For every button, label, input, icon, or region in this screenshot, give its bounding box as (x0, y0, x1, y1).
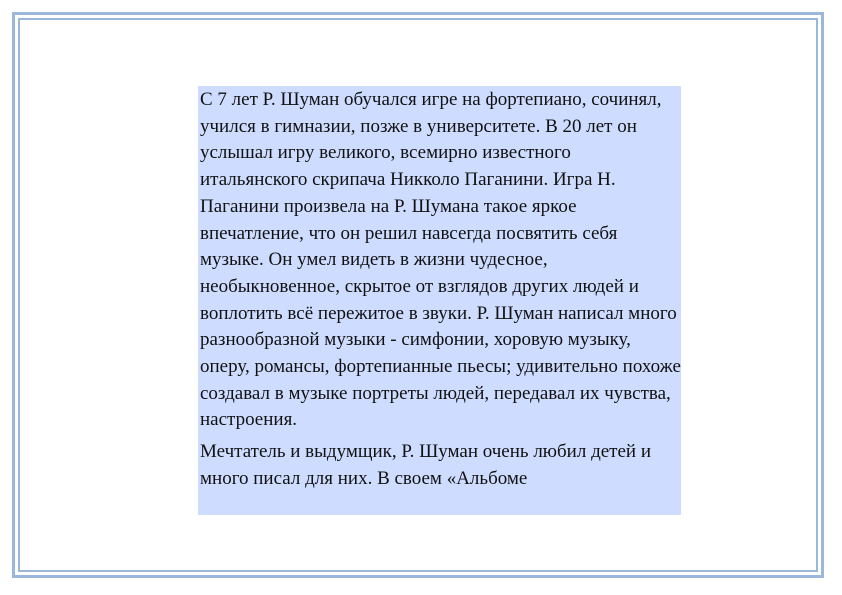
paragraph-children-music: Мечтатель и выдумщик, Р. Шуман очень любил детей и много писал для них. В своем «Альбоме (200, 441, 651, 489)
text-box (198, 86, 681, 515)
paragraph-biography: С 7 лет Р. Шуман обучался игре на фортепиано, сочинял, учился в гимназии, позже в университете. В 20 лет он услышал игру великого, всемирно известного итальянского скрипача Никколо Паганини. Игра Н. Паганини произвела на Р. Шумана такое яркое впечатление, что он решил навсегда посвятить себя музыке. Он умел видеть в жизни чудесное, необыкновенное, скрытое от взглядов других людей и воплотить всё пережитое в звуки. Р. Шуман написал много разнообразной музыки - симфонии, хоровую музыку, оперу, романсы, фортепианные пьесы; удивительно похоже создавал в музыке портреты людей, передавал их чувства, настроения. (200, 89, 681, 431)
